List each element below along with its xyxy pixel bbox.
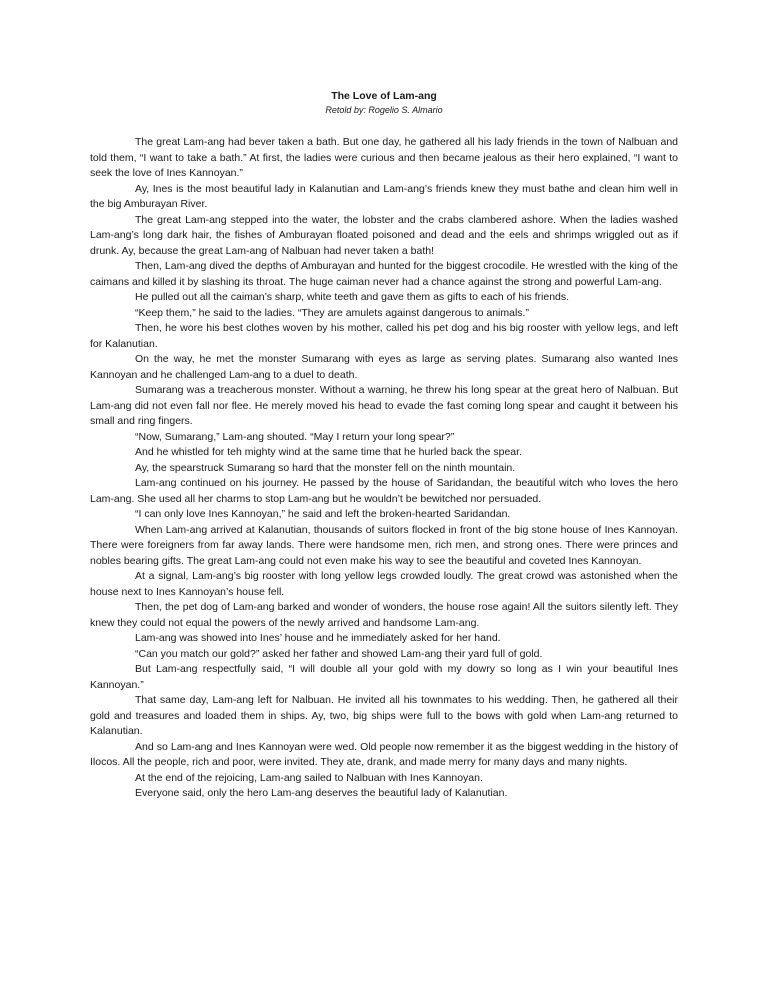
paragraph: “Keep them,” he said to the ladies. “They are amulets against dangerous to animals.” bbox=[135, 306, 529, 319]
paragraph: But Lam-ang respectfully said, “I will double all your gold with my dowry so long as I win your beautiful Ines Kannoyan.” bbox=[90, 663, 678, 691]
paragraph: Everyone said, only the hero Lam-ang deserves the beautiful lady of Kalanutian. bbox=[135, 787, 508, 799]
paragraph: Ay, the spearstruck Sumarang so hard that the monster fell on the ninth mountain. bbox=[135, 461, 516, 474]
document-title: The Love of Lam-ang bbox=[331, 90, 437, 102]
document-subtitle: Retold by: Rogelio S. Almario bbox=[325, 105, 443, 115]
paragraph: Lam-ang was showed into Ines’ house and he immediately asked for her hand. bbox=[135, 632, 501, 644]
paragraph: Then, the pet dog of Lam-ang barked and wonder of wonders, the house rose again! All the suitors silently left. They knew they could not equal the powers of the newly arrived and handsome Lam-ang. bbox=[90, 601, 678, 629]
paragraph: Then, Lam-ang dived the depths of Amburayan and hunted for the biggest crocodile. He wrestled with the king of the caimans and killed it by slashing its throat. The huge caiman never had a chance against the strong and powerful Lam-ang. bbox=[90, 260, 678, 288]
paragraph: At the end of the rejoicing, Lam-ang sailed to Nalbuan with Ines Kannoyan. bbox=[135, 771, 483, 784]
paragraph: And he whistled for teh mighty wind at the same time that he hurled back the spear. bbox=[135, 446, 522, 458]
paragraph: “I can only love Ines Kannoyan,” he said and left the broken-hearted Saridandan. bbox=[135, 508, 511, 520]
paragraph: Sumarang was a treacherous monster. Without a warning, he threw his long spear at the great hero of Nalbuan. But Lam-ang did not even fall nor flee. He merely moved his head to evade the fast coming long spear and caught it between his small and ring fingers. bbox=[90, 384, 678, 427]
document-body bbox=[90, 135, 678, 802]
paragraph: He pulled out all the caiman’s sharp, white teeth and gave them as gifts to each of his friends. bbox=[135, 291, 570, 303]
paragraph: At a signal, Lam-ang’s big rooster with long yellow legs crowded loudly. The great crowd was astonished when the house next to Ines Kannoyan’s house fell. bbox=[90, 570, 678, 598]
paragraph: “Can you match our gold?” asked her father and showed Lam-ang their yard full of gold. bbox=[135, 647, 543, 660]
paragraph: That same day, Lam-ang left for Nalbuan. He invited all his townmates to his wedding. Then, he gathered all their gold and treasures and loaded them in ships. Ay, two, big ships were full to the bows with gold when Lam-ang returned to Kalanutian. bbox=[90, 694, 678, 737]
paragraph: Ay, Ines is the most beautiful lady in Kalanutian and Lam-ang’s friends knew they must bathe and clean him well in the big Amburayan River. bbox=[90, 182, 678, 210]
paragraph: The great Lam-ang had bever taken a bath. But one day, he gathered all his lady friends in the town of Nalbuan and told them, “I want to take a bath.” At first, the ladies were curious and then became jealous as their hero explained, “I want to seek the love of Ines Kannoyan.” bbox=[90, 136, 678, 179]
paragraph: On the way, he met the monster Sumarang with eyes as large as serving plates. Sumarang also wanted Ines Kannoyan and he challenged Lam-ang to a duel to death. bbox=[90, 353, 678, 381]
paragraph: When Lam-ang arrived at Kalanutian, thousands of suitors flocked in front of the big stone house of Ines Kannoyan. There were foreigners from far away lands. There were handsome men, rich men, and strong ones. There were princes and nobles bearing gifts. The great Lam-ang could not even make his way to see the beautiful and coveted Ines Kannoyan. bbox=[90, 523, 678, 567]
paragraph: The great Lam-ang stepped into the water, the lobster and the crabs clambered ashore. When the ladies washed Lam-ang’s long dark hair, the fishes of Amburayan floated poisoned and dead and the eels and shrimps wriggled out as if drunk. Ay, because the great Lam-ang of Nalbuan had never taken a bath! bbox=[90, 213, 678, 257]
paragraph: And so Lam-ang and Ines Kannoyan were wed. Old people now remember it as the biggest wedding in the history of Ilocos. All the people, rich and poor, were invited. They ate, drank, and made merry for many days and many nights. bbox=[90, 740, 678, 768]
paragraph: Then, he wore his best clothes woven by his mother, called his pet dog and his big rooster with yellow legs, and left for Kalanutian. bbox=[90, 322, 678, 350]
paragraph: “Now, Sumarang,” Lam-ang shouted. “May I return your long spear?” bbox=[135, 430, 455, 443]
paragraph: Lam-ang continued on his journey. He passed by the house of Saridandan, the beautiful witch who loves the hero Lam-ang. She used all her charms to stop Lam-ang but he wouldn’t be bewitched nor persuaded. bbox=[90, 477, 678, 505]
